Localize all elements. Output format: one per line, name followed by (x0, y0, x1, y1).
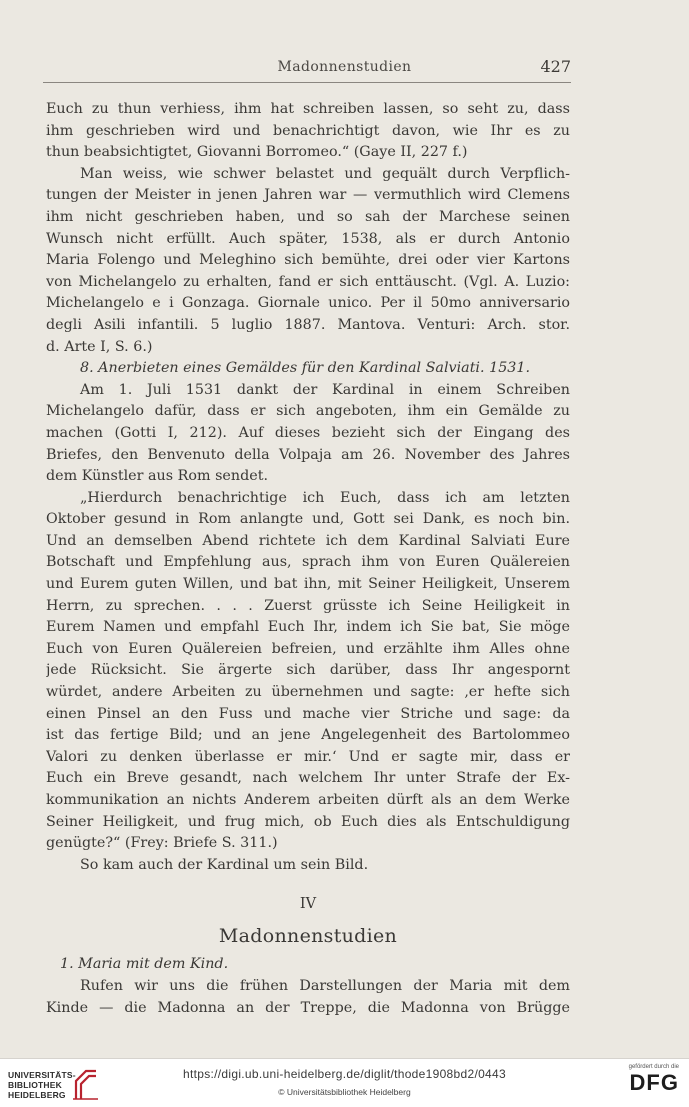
paragraph-block-3 (46, 976, 570, 1019)
text-line: Michelangelo e i Gonzaga. Giornale unico. Per il 50mo anniversario (46, 295, 570, 312)
text-line: kommunikation an nichts Anderem arbeiten dürft als an dem Werke (46, 792, 570, 808)
permalink-url[interactable]: https://digi.ub.uni-heidelberg.de/diglit/thode1908bd2/0443 (183, 1067, 506, 1081)
dfg-caption: gefördert durch die (628, 1064, 679, 1070)
text-line: machen (Gotti I, 212). Auf dieses bezieht sich der Eingang des (46, 424, 570, 441)
section-number: IV (299, 896, 317, 913)
text-line: Wunsch nicht erfüllt. Auch später, 1538, als er durch Antonio (46, 230, 570, 247)
page-number: 427 (540, 57, 571, 76)
copyright-notice: © Universitätsbibliothek Heidelberg (278, 1087, 411, 1097)
text-line: Euch ein Breve gesandt, nach welchem Ihr unter Strafe der Ex- (46, 770, 570, 787)
text-line: jede Rücksicht. Sie ärgerte sich darüber, dass Ihr angespornt (46, 662, 570, 679)
header-rule (43, 82, 571, 83)
dfg-logo[interactable] (609, 1064, 679, 1104)
text-line: Seiner Heiligkeit, und frug mich, ob Euch dies als Entschuldigung (46, 813, 570, 830)
text-line: Botschaft und Empfehlung aus, sprach ihm von Euren Quälereien (46, 554, 570, 571)
text-line: d. Arte I, S. 6.) (46, 338, 153, 355)
text-line: Rufen wir uns die frühen Darstellungen der Maria mit dem (80, 977, 570, 994)
text-line: dem Künstler aus Rom sendet. (46, 468, 268, 485)
text-line: würdet, andere Arbeiten zu übernehmen und sagte: ‚er hefte sich (46, 684, 570, 701)
text-line: Und an demselben Abend richtete ich dem Kardinal Salviati Eure (46, 532, 570, 549)
text-line: Briefes, den Benvenuto della Volpaja am 26. November des Jahres (46, 446, 570, 463)
text-line: Man weiss, wie schwer belastet und gequält durch Verpflich- (80, 165, 570, 182)
text-line: Oktober gesund in Rom anlangte und, Gott sei Dank, es noch bin. (46, 511, 570, 528)
text-line: So kam auch der Kardinal um sein Bild. (80, 856, 369, 873)
page-header (0, 59, 689, 83)
library-name-line-1: UNIVERSITÄTS- (8, 1070, 76, 1080)
paragraph-block-2 (46, 380, 570, 877)
text-line: tungen der Meister in jenen Jahren war — vermuthlich wird Clemens (46, 187, 570, 204)
text-line: ihm nicht geschrieben haben, und so sah der Marchese seinen (46, 208, 570, 225)
text-line: genügte?“ (Frey: Briefe S. 311.) (46, 835, 278, 852)
text-line: einen Pinsel an den Fuss und mache vier Striche und sage: da (46, 705, 570, 722)
text-line: und Eurem guten Willen, und bat ihn, mit Seiner Heiligkeit, Unserem (46, 576, 570, 593)
subheading-1: 1. Maria mit dem Kind. (60, 956, 229, 973)
text-line: Michelangelo dafür, dass er sich angeboten, ihm ein Gemälde zu (46, 403, 570, 420)
text-line: ist das fertige Bild; und an jene Angelegenheit des Bartolommeo (46, 727, 570, 744)
library-name-line-3: HEIDELBERG (8, 1090, 66, 1100)
body-text (46, 99, 570, 1019)
running-title: Madonnenstudien (277, 59, 412, 75)
text-line: Euch zu thun verhiess, ihm hat schreiben lassen, so seht zu, dass (46, 101, 570, 117)
library-name-line-2: BIBLIOTHEK (8, 1080, 62, 1090)
text-line: Am 1. Juli 1531 dankt der Kardinal in einem Schreiben (80, 381, 570, 398)
text-line: Herrn, zu sprechen. . . . Zuerst grüsste ich Seine Heiligkeit in (46, 597, 570, 614)
text-line: „Hierdurch benachrichtige ich Euch, dass ich am letzten (80, 489, 570, 506)
text-line: thun beabsichtigtet, Giovanni Borromeo.“ (Gaye II, 227 f.) (46, 144, 468, 161)
text-line: degli Asili infantili. 5 luglio 1887. Mantova. Venturi: Arch. stor. (46, 316, 570, 333)
text-line: Eurem Namen und empfahl Euch Ihr, indem ich Sie bat, Sie möge (46, 619, 570, 636)
text-line: Euch von Euren Quälereien befreien, und erzählte ihm Alles ohne (46, 640, 570, 657)
text-line: Valori zu denken überlasse er mir.‘ Und er sagte mir, dass er (46, 748, 570, 765)
text-line: ihm geschrieben wird und benachrichtigt davon, wie Ihr es zu (46, 122, 570, 139)
paragraph-block-1 (46, 99, 570, 358)
subheading-8: 8. Anerbieten eines Gemäldes für den Kardinal Salviati. 1531. (80, 360, 531, 377)
section-title: Madonnenstudien (218, 925, 398, 948)
text-line: Maria Folengo und Meleghino sich bemühte, drei oder vier Kartons (46, 252, 570, 269)
footer-bar (0, 1058, 689, 1107)
text-line: Kinde — die Madonna an der Treppe, die Madonna von Brügge (46, 999, 570, 1016)
dfg-logo-text: DFG (629, 1070, 679, 1095)
text-line: von Michelangelo zu erhalten, fand er sich enttäuscht. (Vgl. A. Luzio: (46, 273, 570, 290)
